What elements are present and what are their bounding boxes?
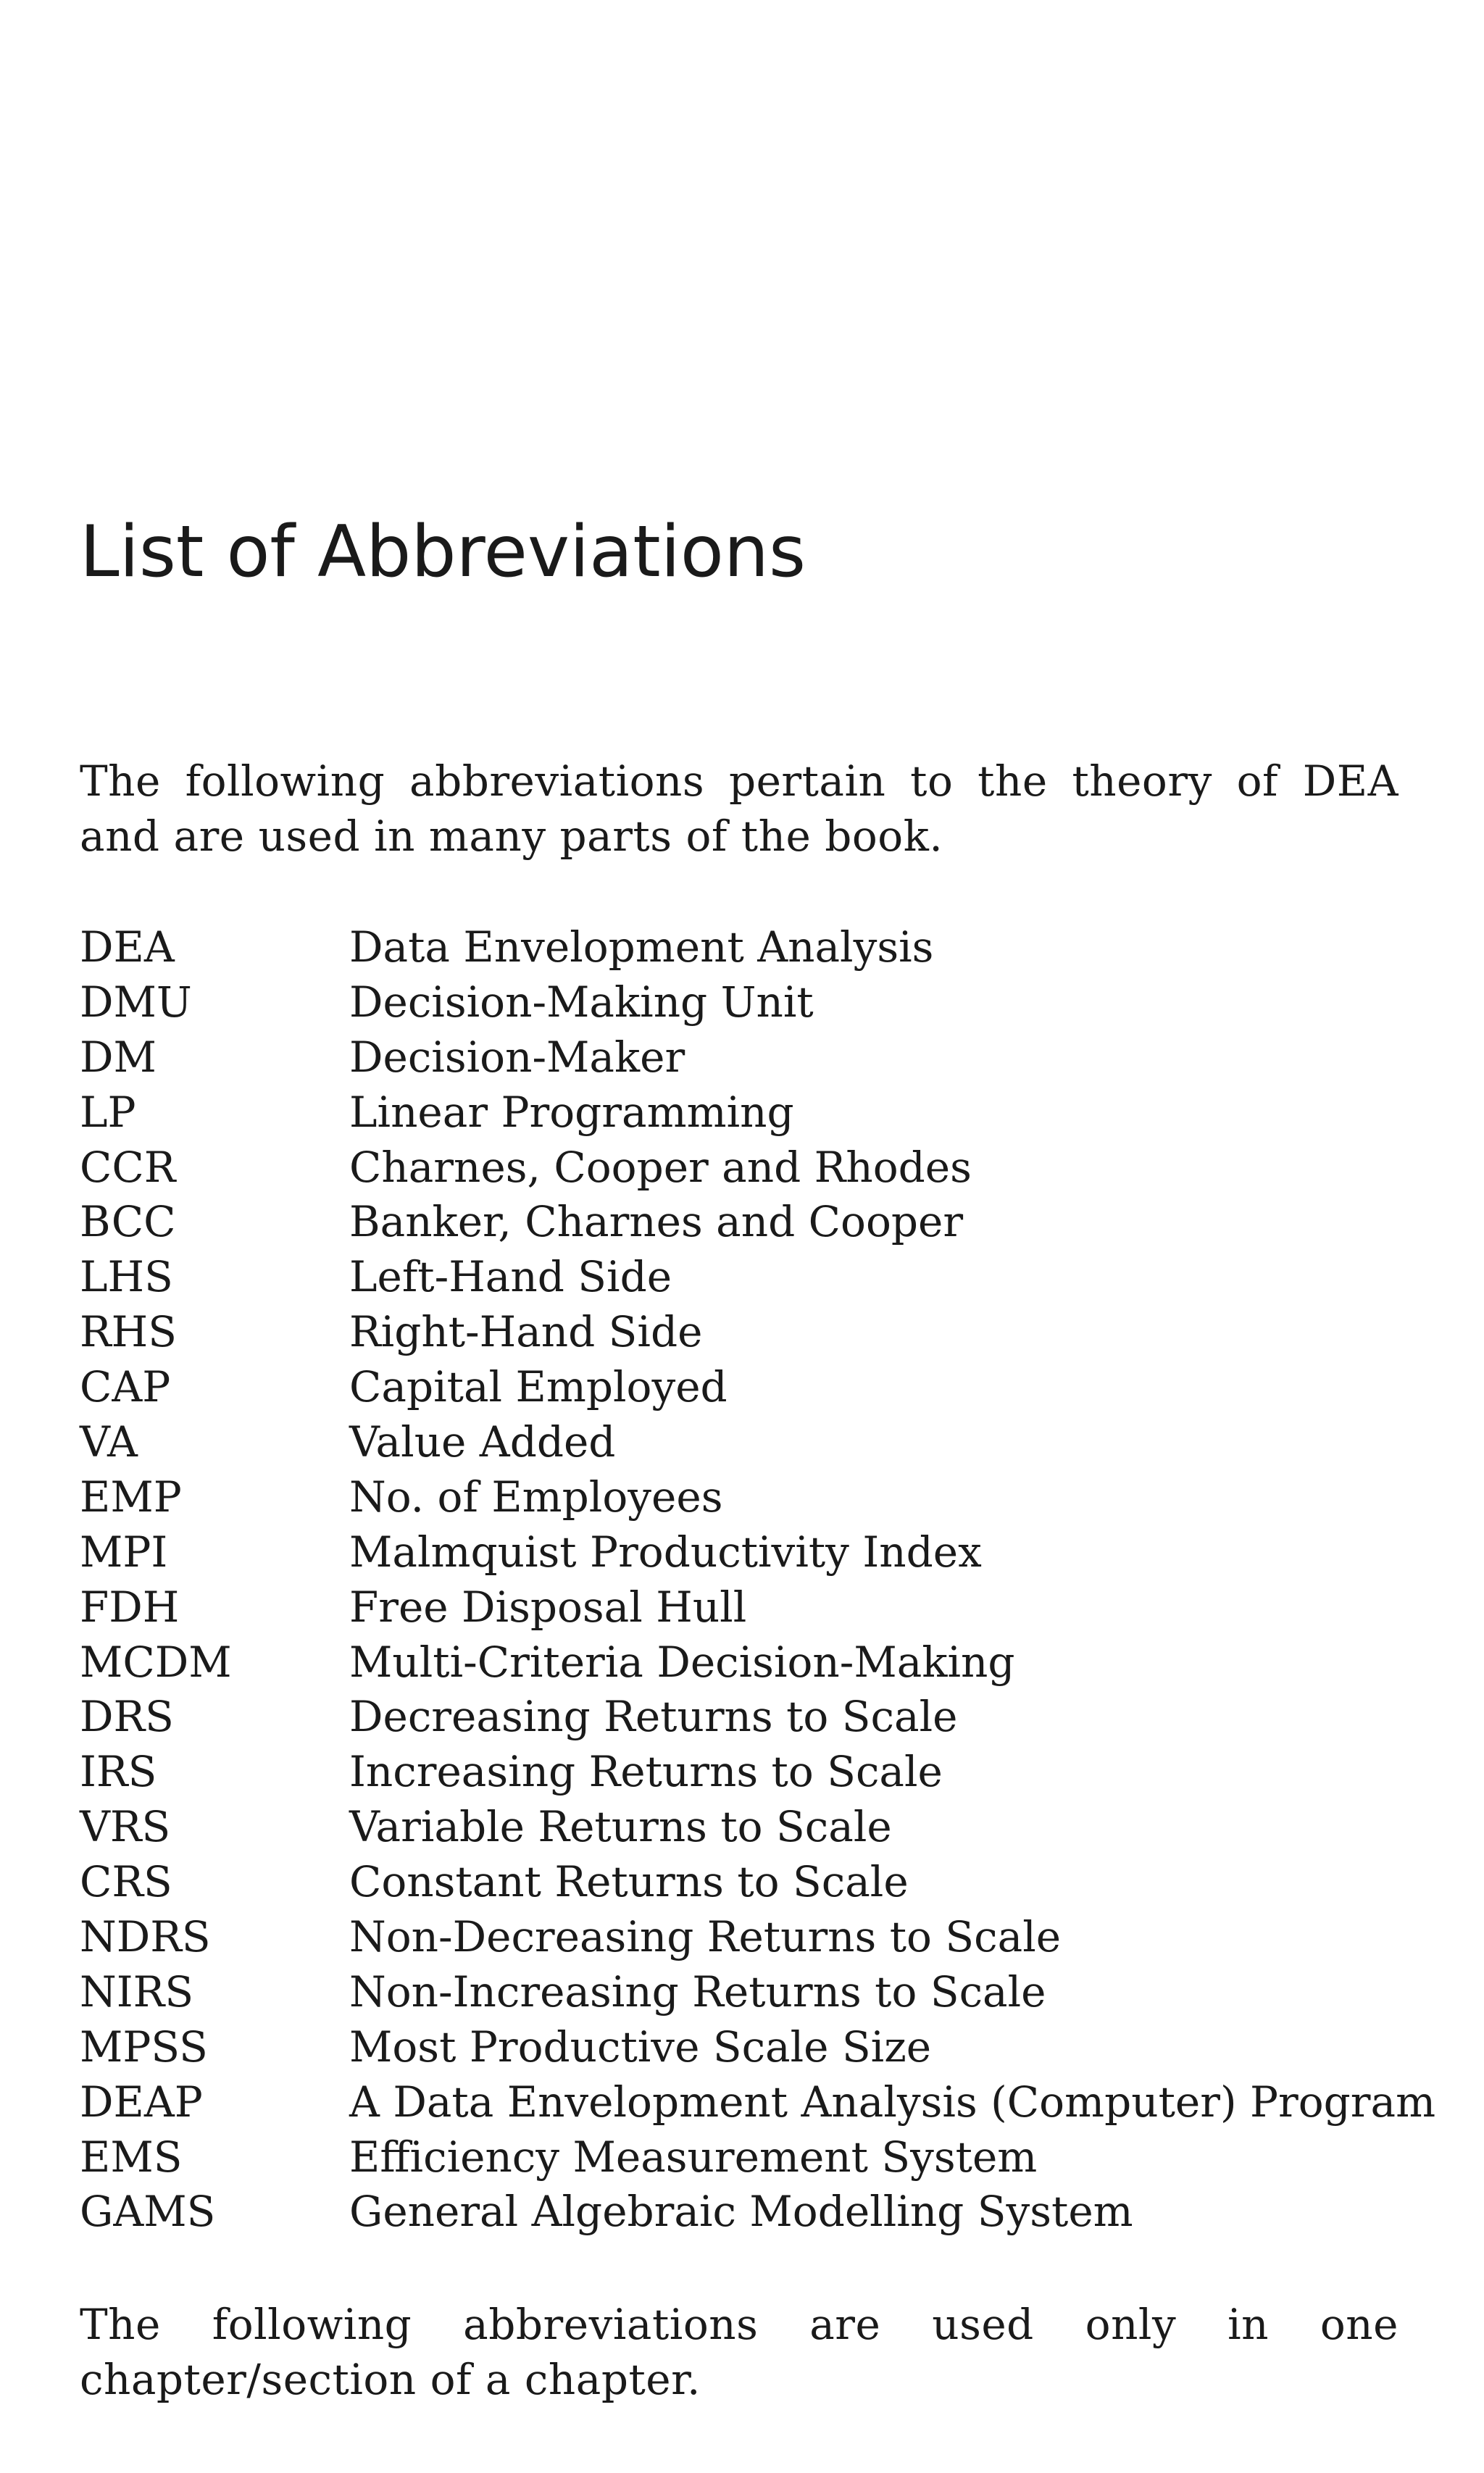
abbreviation-row [80, 1470, 1398, 1525]
abbreviation-meaning: Left-Hand Side [349, 1252, 672, 1302]
abbreviation-row [80, 920, 1398, 975]
abbreviation-row [80, 2185, 1398, 2240]
abbreviation-meaning: Non-Increasing Returns to Scale [349, 1967, 1046, 2017]
abbreviation-meaning: Variable Returns to Scale [349, 1802, 892, 1852]
abbreviation-row [80, 1195, 1398, 1250]
abbreviation-term: LP [80, 1087, 136, 1137]
abbreviation-meaning: Banker, Charnes and Cooper [349, 1197, 964, 1247]
abbreviation-meaning: Right-Hand Side [349, 1307, 703, 1357]
abbreviation-term: DEA [80, 922, 175, 972]
abbreviation-row [80, 1690, 1398, 1745]
abbreviation-meaning: Decreasing Returns to Scale [349, 1692, 958, 1742]
abbreviation-row [80, 2020, 1398, 2075]
abbreviation-term: BCC [80, 1197, 176, 1247]
closing-paragraph: The following abbreviations are used only in one chapter/section of a chapter. [80, 2300, 1398, 2404]
abbreviation-row [80, 1910, 1398, 1965]
abbreviation-row [80, 1140, 1398, 1196]
abbreviation-meaning: Decision-Maker [349, 1032, 685, 1082]
abbreviation-meaning: Malmquist Productivity Index [349, 1527, 982, 1577]
abbreviation-row [80, 1635, 1398, 1690]
abbreviation-term: IRS [80, 1747, 157, 1797]
abbreviation-term: RHS [80, 1307, 177, 1357]
intro-paragraph: The following abbreviations pertain to the theory of DEA and are used in many parts of the book. [80, 756, 1398, 861]
abbreviation-term: DM [80, 1032, 157, 1082]
abbreviation-term: VRS [80, 1802, 171, 1852]
abbreviation-row [80, 1305, 1398, 1360]
abbreviation-meaning: Increasing Returns to Scale [349, 1747, 943, 1797]
abbreviation-meaning: Multi-Criteria Decision-Making [349, 1637, 1015, 1687]
abbreviation-row [80, 1855, 1398, 1910]
abbreviation-meaning: Free Disposal Hull [349, 1582, 747, 1632]
abbreviation-row [80, 1030, 1398, 1085]
abbreviation-term: VA [80, 1417, 138, 1467]
abbreviation-meaning: Constant Returns to Scale [349, 1857, 909, 1907]
abbreviation-row [80, 1415, 1398, 1470]
abbreviation-term: EMP [80, 1472, 182, 1522]
abbreviation-row [80, 1965, 1398, 2020]
abbreviation-row [80, 2075, 1436, 2130]
abbreviation-meaning: Value Added [349, 1417, 616, 1467]
abbreviation-meaning: Linear Programming [349, 1087, 794, 1137]
abbreviation-term: MCDM [80, 1637, 232, 1687]
abbreviation-row [80, 1580, 1398, 1635]
abbreviation-row [80, 1360, 1398, 1415]
abbreviation-row [80, 1745, 1398, 1800]
abbreviation-term: NDRS [80, 1912, 211, 1962]
abbreviation-term: MPI [80, 1527, 168, 1577]
abbreviation-row [80, 975, 1398, 1030]
abbreviation-term: GAMS [80, 2187, 216, 2237]
abbreviation-meaning: Capital Employed [349, 1362, 728, 1412]
abbreviation-row [80, 1250, 1398, 1305]
abbreviation-meaning: Data Envelopment Analysis [349, 922, 934, 972]
abbreviation-meaning: Non-Decreasing Returns to Scale [349, 1912, 1062, 1962]
abbreviation-term: CCR [80, 1142, 176, 1192]
abbreviation-meaning: Charnes, Cooper and Rhodes [349, 1142, 972, 1192]
abbreviation-term: EMS [80, 2132, 183, 2182]
abbreviation-meaning: Efficiency Measurement System [349, 2132, 1038, 2182]
abbreviation-row [80, 1800, 1398, 1855]
abbreviation-term: DMU [80, 977, 192, 1027]
abbreviation-term: MPSS [80, 2022, 208, 2072]
abbreviation-term: DRS [80, 1692, 174, 1742]
abbreviation-row [80, 1085, 1398, 1140]
page-title: List of Abbreviations [80, 511, 806, 593]
abbreviation-term: LHS [80, 1252, 173, 1302]
abbreviation-meaning: Most Productive Scale Size [349, 2022, 932, 2072]
abbreviation-term: NIRS [80, 1967, 194, 2017]
abbreviation-term: DEAP [80, 2077, 203, 2127]
abbreviation-row [80, 1525, 1398, 1580]
abbreviation-term: FDH [80, 1582, 180, 1632]
abbreviation-term: CAP [80, 1362, 171, 1412]
abbreviation-meaning: A Data Envelopment Analysis (Computer) Program [349, 2077, 1436, 2127]
abbreviation-meaning: No. of Employees [349, 1472, 723, 1522]
abbreviation-term: CRS [80, 1857, 172, 1907]
abbreviation-meaning: General Algebraic Modelling System [349, 2187, 1133, 2237]
abbreviation-list [80, 920, 1436, 2240]
abbreviation-row [80, 2130, 1398, 2185]
abbreviation-meaning: Decision-Making Unit [349, 977, 814, 1027]
